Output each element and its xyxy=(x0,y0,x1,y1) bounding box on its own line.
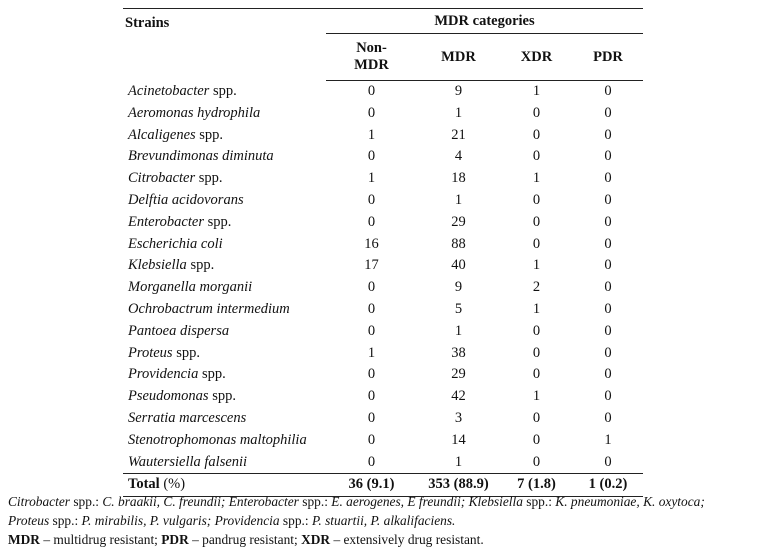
mdr-count-cell: 38 xyxy=(451,344,466,361)
non-mdr-count-cell: 0 xyxy=(367,431,376,448)
non-mdr-count-cell: 0 xyxy=(367,388,376,405)
mdr-count-cell: 40 xyxy=(451,257,466,274)
abbreviation-definition: – multidrug resistant; xyxy=(39,532,162,547)
non-mdr-count-cell: 0 xyxy=(367,300,376,317)
strain-name-cell xyxy=(123,255,326,277)
non-mdr-count-cell: 0 xyxy=(367,83,376,99)
non-mdr-count-cell: 1 xyxy=(367,344,376,361)
strain-name-cell xyxy=(123,430,326,452)
strain-name: Proteus xyxy=(128,344,173,361)
strain-suffix: spp. xyxy=(186,257,215,274)
mdr-count-cell: 88 xyxy=(451,235,466,252)
pdr-count-cell: 0 xyxy=(604,104,612,121)
non-mdr-count-cell: 0 xyxy=(367,409,376,426)
strain-name: Pantoea dispersa xyxy=(128,322,230,339)
non-mdr-count-cell: 0 xyxy=(367,453,376,470)
pdr-count-cell: 0 xyxy=(604,409,612,426)
table-row xyxy=(123,190,643,212)
strain-name: Morganella morganii xyxy=(128,279,253,296)
spp-abbrev: spp.: xyxy=(70,494,100,509)
pdr-column-header: PDR xyxy=(573,34,643,81)
non-mdr-count-cell: 0 xyxy=(367,322,376,339)
xdr-count-cell: 0 xyxy=(532,235,541,252)
pdr-count-cell: 0 xyxy=(604,344,612,361)
abbreviation-definition: – extensively drug resistant. xyxy=(330,532,484,547)
table-row xyxy=(123,125,643,147)
pdr-count-cell: 1 xyxy=(604,431,612,448)
non-mdr-count-cell: 1 xyxy=(367,126,376,143)
table-row xyxy=(123,103,643,125)
strain-name-cell xyxy=(123,234,326,256)
xdr-count-cell: 0 xyxy=(532,213,541,230)
pdr-count-cell: 0 xyxy=(604,453,612,470)
xdr-count-cell: 2 xyxy=(532,279,541,296)
xdr-count-cell: 1 xyxy=(532,83,541,99)
pdr-count-cell: 0 xyxy=(604,191,612,208)
spp-abbrev: spp.: xyxy=(522,494,552,509)
table-row xyxy=(123,452,643,474)
non-mdr-count-cell: 0 xyxy=(367,191,376,208)
strain-name-cell xyxy=(123,277,326,299)
xdr-count-cell: 0 xyxy=(532,344,541,361)
strain-suffix: spp. xyxy=(195,126,224,143)
strain-name: Escherichia coli xyxy=(128,235,223,252)
pdr-total-cell: 1 (0.2) xyxy=(573,474,643,497)
mdr-count-cell: 18 xyxy=(451,170,466,187)
strain-name: Enterobacter xyxy=(128,213,204,230)
mdr-count-cell: 1 xyxy=(454,322,463,339)
xdr-count-cell: 1 xyxy=(532,257,541,274)
strain-name-cell xyxy=(123,452,326,474)
strain-name-cell xyxy=(123,81,326,103)
total-label: Total xyxy=(128,476,160,493)
abbreviation-term: MDR xyxy=(8,532,40,547)
xdr-count-cell: 0 xyxy=(532,366,541,383)
pdr-count-cell: 0 xyxy=(604,300,612,317)
strain-name: Aeromonas hydrophila xyxy=(128,104,261,121)
strain-name-cell xyxy=(123,343,326,365)
table-row xyxy=(123,430,643,452)
mdr-count-cell: 9 xyxy=(454,83,463,99)
strain-name-cell xyxy=(123,168,326,190)
table-row xyxy=(123,408,643,430)
mdr-count-cell: 42 xyxy=(451,388,466,405)
pdr-count-cell: 0 xyxy=(604,83,612,99)
table-row xyxy=(123,386,643,408)
mdr-count-cell: 5 xyxy=(454,300,463,317)
strain-suffix: spp. xyxy=(208,388,236,405)
xdr-count-cell: 0 xyxy=(532,148,541,165)
non-mdr-header-text: Non- MDR xyxy=(354,40,389,73)
strain-suffix: spp. xyxy=(172,344,200,361)
table-row xyxy=(123,321,643,343)
pdr-count-cell: 0 xyxy=(604,366,612,383)
xdr-count-cell: 1 xyxy=(532,170,541,187)
pdr-count-cell: 0 xyxy=(604,213,612,230)
spp-abbrev: spp.: xyxy=(49,513,79,528)
mdr-count-cell: 9 xyxy=(454,279,463,296)
strain-name-cell xyxy=(123,190,326,212)
table-row xyxy=(123,234,643,256)
strain-name: Stenotrophomonas maltophilia xyxy=(128,431,307,448)
pdr-count-cell: 0 xyxy=(604,170,612,187)
pdr-count-cell: 0 xyxy=(604,388,612,405)
spp-abbrev: spp.: xyxy=(298,494,328,509)
non-mdr-column-header xyxy=(326,34,417,81)
non-mdr-count-cell: 0 xyxy=(367,366,376,383)
strain-name-cell xyxy=(123,408,326,430)
abbreviations-footnote xyxy=(8,530,760,549)
pdr-count-cell: 0 xyxy=(604,235,612,252)
mdr-count-cell: 1 xyxy=(454,191,463,208)
non-mdr-count-cell: 0 xyxy=(367,148,376,165)
species-footnote: Citrobacter spp.: C. braakii, C. freundii; Enterobacter spp.: E. aerogenes, E freundii; Klebsiella spp.: K. pneumoniae, K. oxytoca; Proteus spp.: P. mirabilis, P. vulgaris; Providencia spp.: P. stuartii, P. alkalifaciens. xyxy=(8,494,705,528)
non-mdr-count-cell: 16 xyxy=(364,235,379,252)
mdr-count-cell: 1 xyxy=(454,453,463,470)
strain-name: Providencia xyxy=(128,366,199,383)
xdr-count-cell: 0 xyxy=(532,126,541,143)
strain-name: Citrobacter xyxy=(128,170,196,187)
mdr-categories-group-header: MDR categories xyxy=(326,9,643,34)
mdr-total-cell: 353 (88.9) xyxy=(417,474,500,497)
total-unit: (%) xyxy=(159,476,186,493)
xdr-count-cell: 0 xyxy=(532,409,541,426)
strain-suffix: spp. xyxy=(198,366,226,383)
strain-name-cell xyxy=(123,299,326,321)
pdr-count-cell: 0 xyxy=(604,322,612,339)
mdr-count-cell: 29 xyxy=(451,213,466,230)
strain-suffix: spp. xyxy=(209,82,237,99)
table-row xyxy=(123,364,643,386)
table-row xyxy=(123,343,643,365)
strain-suffix: spp. xyxy=(203,213,232,230)
non-mdr-count-cell: 0 xyxy=(367,213,376,230)
mdr-categories-table xyxy=(123,8,643,497)
mdr-column-header: MDR xyxy=(417,34,500,81)
strain-name: Klebsiella xyxy=(128,257,187,274)
xdr-count-cell: 0 xyxy=(532,104,541,121)
table-row xyxy=(123,212,643,234)
pdr-count-cell: 0 xyxy=(604,257,612,274)
table-row xyxy=(123,168,643,190)
pdr-count-cell: 0 xyxy=(604,126,612,143)
strain-name: Delftia acidovorans xyxy=(128,191,244,208)
mdr-count-cell: 4 xyxy=(454,148,463,165)
abbreviation-term: XDR xyxy=(301,532,331,547)
mdr-count-cell: 14 xyxy=(451,431,466,448)
xdr-count-cell: 0 xyxy=(532,431,541,448)
strain-name: Serratia marcescens xyxy=(128,409,247,426)
table-footnotes xyxy=(8,492,760,549)
strain-name-cell xyxy=(123,125,326,147)
mdr-count-cell: 21 xyxy=(451,126,466,143)
mdr-count-cell: 29 xyxy=(451,366,466,383)
strain-name: Pseudomonas xyxy=(128,388,209,405)
abbreviation-definition: – pandrug resistant; xyxy=(188,532,302,547)
strain-suffix: spp. xyxy=(195,170,223,187)
pdr-count-cell: 0 xyxy=(604,279,612,296)
xdr-count-cell: 1 xyxy=(532,300,541,317)
strain-name-cell xyxy=(123,321,326,343)
strain-name-cell xyxy=(123,386,326,408)
non-mdr-total-cell: 36 (9.1) xyxy=(326,474,417,497)
abbreviation-term: PDR xyxy=(161,532,189,547)
strain-name: Ochrobactrum intermedium xyxy=(128,300,290,317)
non-mdr-count-cell: 0 xyxy=(367,104,376,121)
non-mdr-count-cell: 1 xyxy=(367,170,376,187)
strain-name: Alcaligenes xyxy=(128,126,196,143)
strain-name-cell xyxy=(123,146,326,168)
strains-column-header: Strains xyxy=(123,9,326,81)
strain-name-cell xyxy=(123,103,326,125)
strain-name-cell xyxy=(123,364,326,386)
non-mdr-count-cell: 0 xyxy=(367,279,376,296)
strain-name-cell xyxy=(123,212,326,234)
strain-name: Brevundimonas diminuta xyxy=(128,148,274,165)
table-body xyxy=(123,81,643,497)
xdr-count-cell: 1 xyxy=(532,388,541,405)
xdr-count-cell: 0 xyxy=(532,322,541,339)
strain-name: Wautersiella falsenii xyxy=(128,453,248,470)
mdr-count-cell: 3 xyxy=(454,409,463,426)
table-row xyxy=(123,146,643,168)
table-row xyxy=(123,255,643,277)
xdr-count-cell: 0 xyxy=(532,453,541,470)
table-row xyxy=(123,299,643,321)
pdr-count-cell: 0 xyxy=(604,148,612,165)
xdr-total-cell: 7 (1.8) xyxy=(500,474,573,497)
spp-abbrev: spp.: xyxy=(279,513,309,528)
non-mdr-count-cell: 17 xyxy=(364,257,379,274)
strain-name: Acinetobacter xyxy=(128,82,210,99)
xdr-column-header: XDR xyxy=(500,34,573,81)
table-row xyxy=(123,277,643,299)
mdr-count-cell: 1 xyxy=(454,104,463,121)
xdr-count-cell: 0 xyxy=(532,191,541,208)
table-row xyxy=(123,81,643,103)
